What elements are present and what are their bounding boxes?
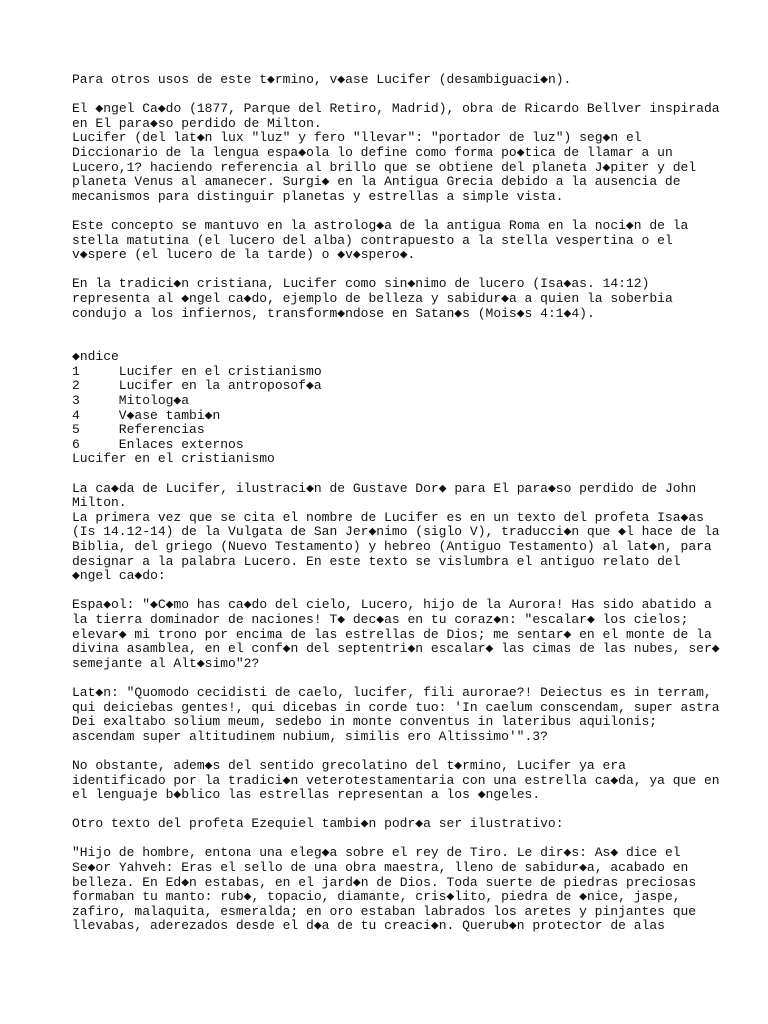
blank-line — [72, 671, 712, 686]
text-line: En la tradici◆n cristiana, Lucifer como sin◆nimo de lucero (Isa◆as. 14:12) — [72, 276, 650, 292]
text-line: el lenguaje b◆blico las estrellas representan a los ◆ngeles. — [72, 787, 541, 803]
text-line: formaban tu manto: rub◆, topacio, diamante, cris◆lito, piedra de ◆nice, jaspe, — [72, 889, 681, 905]
text-line: 1 Lucifer en el cristianismo — [72, 363, 322, 379]
text-line: Biblia, del griego (Nuevo Testamento) y hebreo (Antiguo Testamento) al lat◆n, para — [72, 539, 712, 554]
blank-line — [72, 744, 712, 759]
text-line: Espa◆ol: "◆C◆mo has ca◆do del cielo, Lucero, hijo de la Aurora! Has sido abatido a — [72, 597, 712, 613]
blank-line — [72, 88, 712, 103]
text-line: (Is 14.12-14) de la Vulgata de San Jer◆nimo (siglo V), traducci◆n que ◆l hace de la — [72, 524, 720, 540]
text-line: divina asamblea, en el conf◆n del septentri◆n escalar◆ las cimas de las nubes, ser◆ — [72, 641, 720, 657]
blank-line — [72, 832, 712, 847]
blank-line — [72, 803, 712, 818]
text-line: Milton. — [72, 495, 127, 511]
text-line: Otro texto del profeta Ezequiel tambi◆n podr◆a ser ilustrativo: — [72, 816, 564, 832]
text-line: qui deiciebas gentes!, qui dicebas in corde tuo: 'In caelum conscendam, super astra — [72, 699, 720, 715]
text-line: designar a la palabra Lucero. En este texto se vislumbra el antiguo relato del — [72, 553, 681, 569]
text-line: representa al ◆ngel ca◆do, ejemplo de belleza y sabidur◆a a quien la soberbia — [72, 290, 673, 306]
text-line: La primera vez que se cita el nombre de Lucifer es en un texto del profeta Isa◆as — [72, 509, 704, 525]
text-line: 5 Referencias — [72, 422, 205, 438]
text-line: La ca◆da de Lucifer, ilustraci◆n de Gustave Dor◆ para El para◆so perdido de John — [72, 480, 697, 496]
text-line: ◆ngel ca◆do: — [72, 568, 166, 584]
text-line: 4 V◆ase tambi◆n — [72, 407, 221, 423]
text-line: 3 Mitolog◆a — [72, 393, 190, 409]
text-line: condujo a los infiernos, transform◆ndose en Satan◆s (Mois◆s 4:1◆4). — [72, 305, 595, 321]
text-line: semejante al Alt◆simo"2? — [72, 655, 260, 671]
text-line: Se◆or Yahveh: Eras el sello de una obra maestra, lleno de sabidur◆a, acabado en — [72, 860, 689, 876]
text-line: Para otros usos de este t◆rmino, v◆ase Lucifer (desambiguaci◆n). — [72, 72, 572, 87]
text-line: en El para◆so perdido de Milton. — [72, 115, 322, 131]
text-line: 2 Lucifer en la antroposof◆a — [72, 378, 322, 394]
text-line: belleza. En Ed◆n estabas, en el jard◆n de Dios. Toda suerte de piedras preciosas — [72, 874, 697, 890]
text-line: "Hijo de hombre, entona una eleg◆a sobre el rey de Tiro. Le dir◆s: As◆ dice el — [72, 845, 681, 861]
text-line: Lucero,1? haciendo referencia al brillo que se obtiene del planeta J◆piter y del — [72, 159, 697, 175]
blank-line — [72, 263, 712, 278]
blank-line — [72, 336, 712, 351]
text-line: Lucifer (del lat◆n lux "luz" y fero "llevar": "portador de luz") seg◆n el — [72, 130, 642, 146]
blank-line — [72, 584, 712, 599]
blank-line — [72, 467, 712, 482]
text-line: El ◆ngel Ca◆do (1877, Parque del Retiro, Madrid), obra de Ricardo Bellver inspirada — [72, 101, 720, 117]
text-line: ascendam super altitudinem nubium, similis ero Altissimo'".3? — [72, 728, 548, 744]
text-line: ◆ndice — [72, 349, 119, 365]
text-line: la tierra dominador de naciones! T◆ dec◆as en tu coraz◆n: "escalar◆ los cielos; — [72, 611, 689, 627]
text-line: Lucifer en el cristianismo — [72, 451, 275, 467]
text-line: Lat◆n: "Quomodo cecidisti de caelo, lucifer, fili aurorae?! Deiectus es in terram, — [72, 684, 712, 700]
blank-line — [72, 204, 712, 219]
text-line: planeta Venus al amanecer. Surgi◆ en la Antigua Grecia debido a la ausencia de — [72, 174, 681, 190]
text-line: zafiro, malaquita, esmeralda; en oro estaban labrados los aretes y pinjantes que — [72, 903, 697, 919]
text-line: Este concepto se mantuvo en la astrolog◆a de la antigua Roma en la noci◆n de la — [72, 217, 689, 233]
text-line: stella matutina (el lucero del alba) contrapuesto a la stella vespertina o el — [72, 232, 673, 248]
text-line: elevar◆ mi trono por encima de las estrellas de Dios; me sentar◆ en el monte de la — [72, 626, 712, 642]
text-line: No obstante, adem◆s del sentido grecolatino del t◆rmino, Lucifer ya era — [72, 757, 626, 773]
text-line: Dei exaltabo solium meum, sedebo in monte conventus in lateribus aquilonis; — [72, 714, 658, 730]
blank-line — [72, 321, 712, 336]
document-page — [72, 72, 720, 934]
text-line: Diccionario de la lengua espa◆ola lo define como forma po◆tica de llamar a un — [72, 144, 673, 160]
text-line: 6 Enlaces externos — [72, 436, 244, 452]
text-line: llevabas, aderezados desde el d◆a de tu creaci◆n. Querub◆n protector de alas — [72, 918, 665, 934]
text-line: v◆spere (el lucero de la tarde) o ◆v◆spero◆. — [72, 247, 416, 263]
text-line: identificado por la tradici◆n veterotestamentaria con una estrella ca◆da, ya que en — [72, 772, 720, 788]
text-line: mecanismos para distinguir planetas y estrellas a simple vista. — [72, 188, 564, 204]
